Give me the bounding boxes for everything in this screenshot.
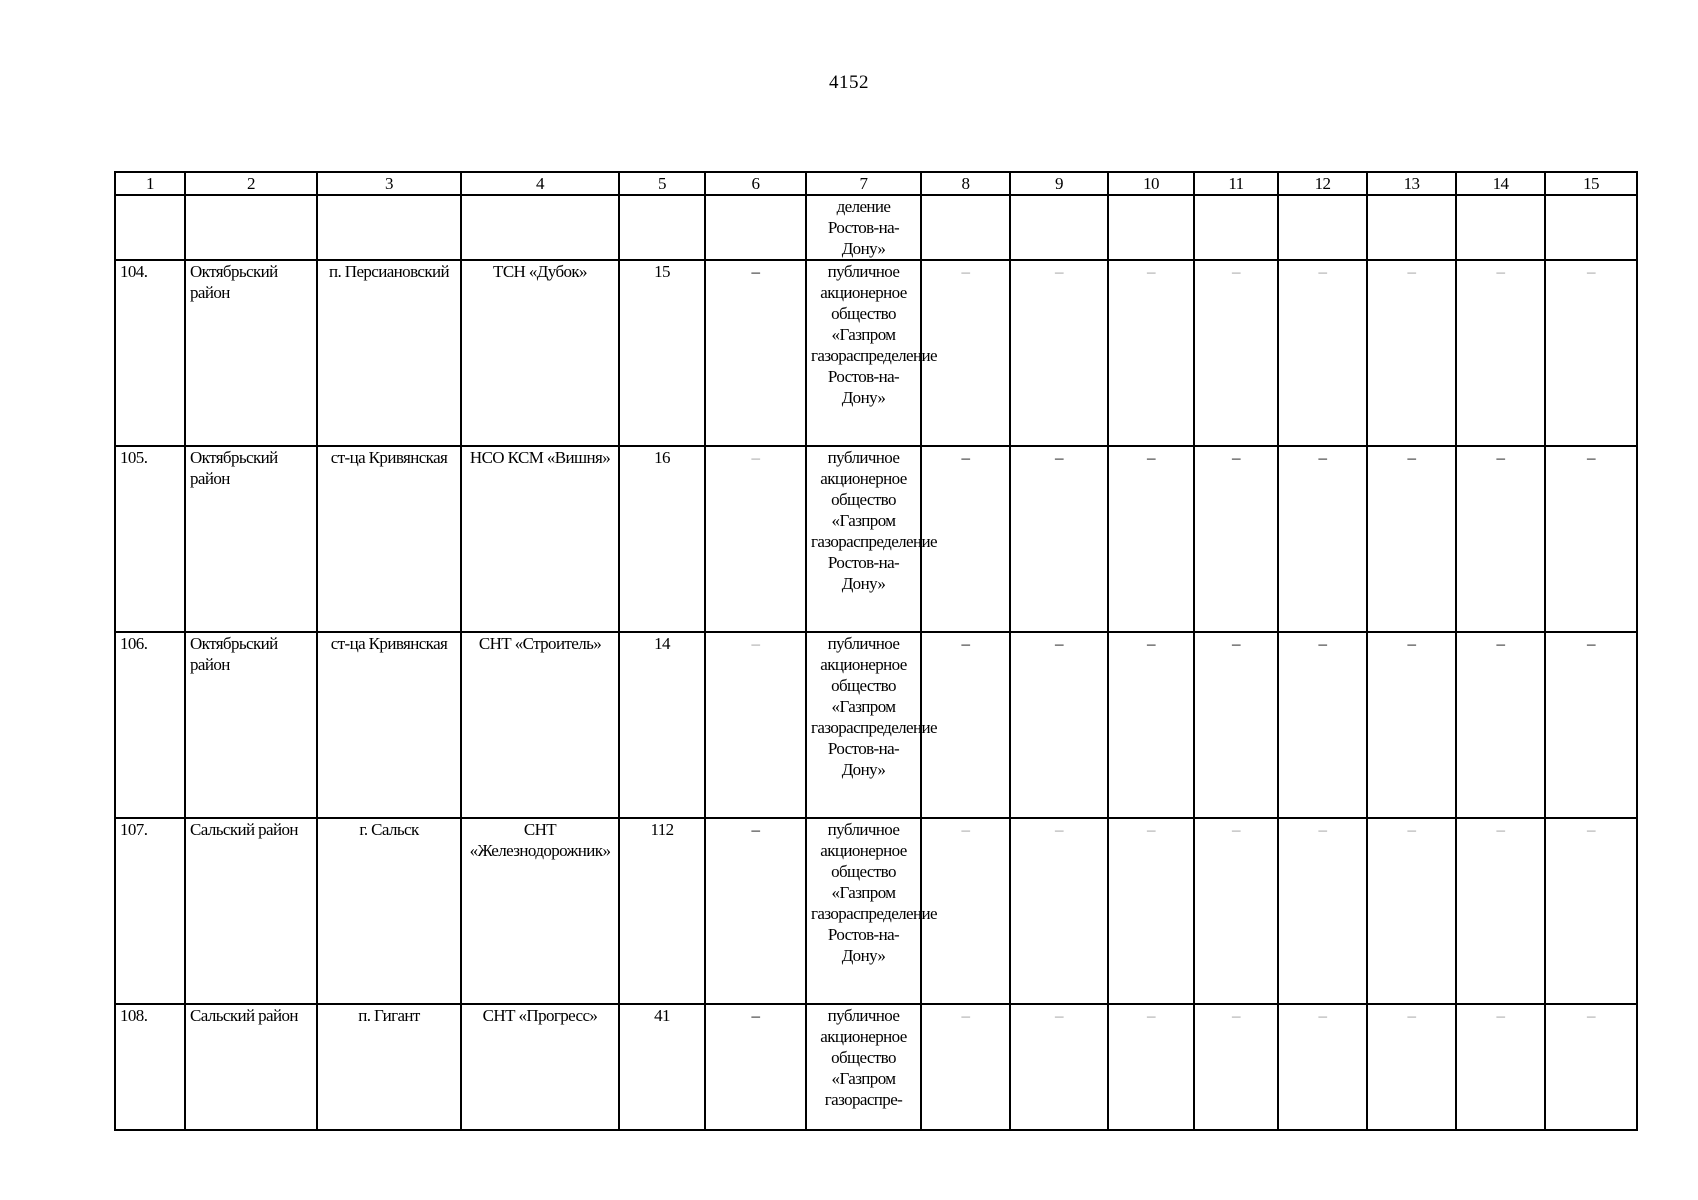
dash-cell: –	[1108, 818, 1194, 1004]
organization-cell: публичное акционерное общество «Газпром газораспределение Ростов-на-Дону»	[806, 446, 921, 632]
column-number: 10	[1108, 172, 1194, 195]
column-number: 9	[1010, 172, 1108, 195]
row-number: 108.	[115, 1004, 185, 1130]
dash-cell: –	[921, 632, 1010, 818]
name-cell: СНТ «Железнодорожник»	[461, 818, 619, 1004]
district-cell: Октябрьский район	[185, 446, 317, 632]
locality-cell: ст-ца Кривянская	[317, 632, 461, 818]
table-row	[115, 1004, 1637, 1130]
column-number: 7	[806, 172, 921, 195]
dash-cell: –	[1367, 1004, 1456, 1130]
dash-cell: –	[1456, 818, 1545, 1004]
column-number: 5	[619, 172, 705, 195]
column-number: 2	[185, 172, 317, 195]
district-cell: Сальский район	[185, 1004, 317, 1130]
dash-cell: –	[1545, 446, 1637, 632]
column-number: 3	[317, 172, 461, 195]
column-number: 11	[1194, 172, 1278, 195]
page-number: 4152	[829, 72, 869, 93]
locality-cell: п. Персиановский	[317, 260, 461, 446]
continuation-row	[115, 195, 1637, 260]
dash-cell: –	[1367, 632, 1456, 818]
dash-cell: –	[1545, 818, 1637, 1004]
organization-cell: публичное акционерное общество «Газпром газораспре-	[806, 1004, 921, 1130]
dash-cell: –	[1367, 446, 1456, 632]
dash-cell: –	[1194, 632, 1278, 818]
count-cell: 16	[619, 446, 705, 632]
dash-cell: –	[705, 260, 806, 446]
dash-cell: –	[1194, 818, 1278, 1004]
count-cell: 15	[619, 260, 705, 446]
dash-cell: –	[705, 632, 806, 818]
count-cell: 41	[619, 1004, 705, 1130]
column-number: 1	[115, 172, 185, 195]
dash-cell: –	[1545, 632, 1637, 818]
table-row	[115, 818, 1637, 1004]
dash-cell: –	[705, 1004, 806, 1130]
dash-cell: –	[1456, 632, 1545, 818]
table-row	[115, 260, 1637, 446]
district-cell: Октябрьский район	[185, 632, 317, 818]
name-cell: ТСН «Дубок»	[461, 260, 619, 446]
dash-cell: –	[1545, 260, 1637, 446]
row-number: 106.	[115, 632, 185, 818]
dash-cell: –	[1545, 1004, 1637, 1130]
dash-cell: –	[921, 446, 1010, 632]
row-number: 107.	[115, 818, 185, 1004]
dash-cell: –	[1278, 1004, 1367, 1130]
name-cell: СНТ «Строитель»	[461, 632, 619, 818]
name-cell: СНТ «Прогресс»	[461, 1004, 619, 1130]
organization-cell: публичное акционерное общество «Газпром газораспределение Ростов-на-Дону»	[806, 818, 921, 1004]
dash-cell: –	[1456, 260, 1545, 446]
dash-cell: –	[705, 446, 806, 632]
dash-cell: –	[1108, 260, 1194, 446]
table-row	[115, 446, 1637, 632]
dash-cell: –	[705, 818, 806, 1004]
dash-cell: –	[1010, 1004, 1108, 1130]
dash-cell: –	[1456, 446, 1545, 632]
dash-cell: –	[921, 818, 1010, 1004]
dash-cell: –	[921, 260, 1010, 446]
row-number: 104.	[115, 260, 185, 446]
dash-cell: –	[1108, 632, 1194, 818]
dash-cell: –	[1194, 260, 1278, 446]
organization-cell: публичное акционерное общество «Газпром газораспределение Ростов-на-Дону»	[806, 260, 921, 446]
dash-cell: –	[1010, 446, 1108, 632]
organization-cell: публичное акционерное общество «Газпром газораспределение Ростов-на-Дону»	[806, 632, 921, 818]
dash-cell: –	[1278, 260, 1367, 446]
dash-cell: –	[1278, 632, 1367, 818]
column-number-row	[115, 172, 1637, 195]
dash-cell: –	[1278, 818, 1367, 1004]
column-number: 4	[461, 172, 619, 195]
organization-cell: деление Ростов-на-Дону»	[806, 195, 921, 260]
district-cell: Сальский район	[185, 818, 317, 1004]
district-cell: Октябрьский район	[185, 260, 317, 446]
count-cell: 14	[619, 632, 705, 818]
dash-cell: –	[1010, 818, 1108, 1004]
column-number: 13	[1367, 172, 1456, 195]
dash-cell: –	[1194, 1004, 1278, 1130]
table-row	[115, 632, 1637, 818]
count-cell: 112	[619, 818, 705, 1004]
dash-cell: –	[921, 1004, 1010, 1130]
locality-cell: п. Гигант	[317, 1004, 461, 1130]
row-number: 105.	[115, 446, 185, 632]
dash-cell: –	[1367, 818, 1456, 1004]
column-number: 8	[921, 172, 1010, 195]
locality-cell: г. Сальск	[317, 818, 461, 1004]
dash-cell: –	[1194, 446, 1278, 632]
dash-cell: –	[1456, 1004, 1545, 1130]
column-number: 6	[705, 172, 806, 195]
locality-cell: ст-ца Кривянская	[317, 446, 461, 632]
dash-cell: –	[1010, 632, 1108, 818]
dash-cell: –	[1367, 260, 1456, 446]
dash-cell: –	[1010, 260, 1108, 446]
dash-cell: –	[1278, 446, 1367, 632]
column-number: 14	[1456, 172, 1545, 195]
column-number: 15	[1545, 172, 1637, 195]
dash-cell: –	[1108, 1004, 1194, 1130]
dash-cell: –	[1108, 446, 1194, 632]
name-cell: НСО КСМ «Вишня»	[461, 446, 619, 632]
column-number: 12	[1278, 172, 1367, 195]
data-table	[114, 171, 1638, 1131]
